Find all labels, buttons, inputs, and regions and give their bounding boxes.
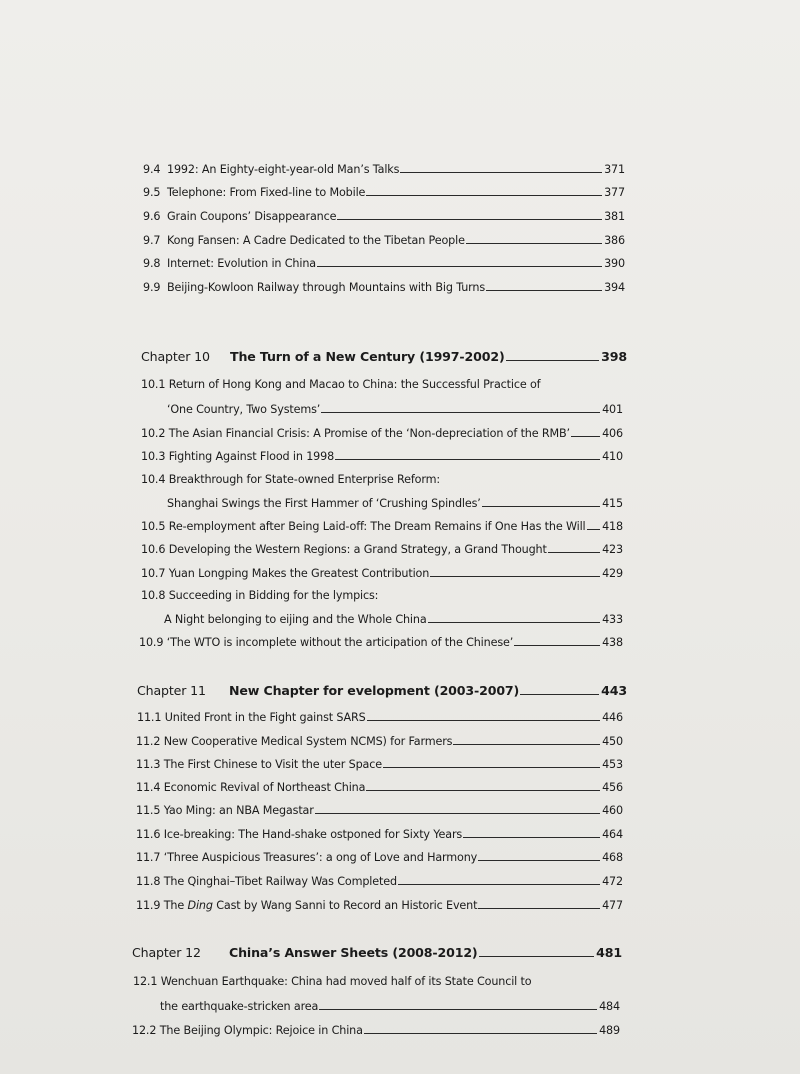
section-number: 9.4 (143, 163, 161, 176)
dot-leader (482, 505, 600, 507)
section-title: Telephone: From Fixed-line to Mobile (167, 186, 366, 199)
dot-leader (366, 789, 600, 791)
section-number: 9.5 (143, 186, 161, 199)
page-number: 450 (602, 735, 623, 748)
chapter-label: Chapter 12 (132, 945, 201, 960)
page-number: 398 (601, 349, 627, 364)
dot-leader (428, 621, 601, 623)
page-number: 423 (602, 543, 623, 556)
title-prefix: 11.9 The (136, 899, 188, 912)
dot-leader (453, 743, 600, 745)
toc-entry-11-1 (137, 711, 623, 724)
chapter-title: The Turn of a New Century (1997-2002) (230, 349, 505, 364)
section-title: 10.7 Yuan Longping Makes the Greatest Contribution (141, 567, 430, 580)
toc-entry-10-3 (141, 450, 623, 463)
dot-leader (587, 528, 601, 530)
section-title: A Night belonging to eijing and the Whole China (164, 613, 427, 626)
toc-entry-9-5 (143, 186, 625, 199)
section-title: 11.5 Yao Ming: an NBA Megastar (136, 804, 314, 817)
dot-leader (463, 836, 600, 838)
toc-entry-11-6 (136, 828, 623, 841)
dot-leader (548, 551, 600, 553)
dot-leader (317, 265, 602, 267)
section-title: ‘One Country, Two Systems’ (167, 403, 321, 416)
section-title: 11.6 Ice-breaking: The Hand-shake ostponed for Sixty Years (136, 828, 463, 841)
dot-leader (366, 194, 602, 196)
page-number: 406 (602, 427, 623, 440)
chapter-11-heading (137, 683, 627, 698)
dot-leader (398, 883, 600, 885)
toc-entry-11-8 (136, 875, 623, 888)
section-title: 11.4 Economic Revival of Northeast China (136, 781, 366, 794)
section-title (136, 899, 477, 912)
section-title: 10.3 Fighting Against Flood in 1998 (141, 450, 335, 463)
chapter-title: New Chapter for evelopment (2003-2007) (229, 683, 520, 698)
toc-entry-10-6 (141, 543, 623, 556)
dot-leader (319, 1008, 597, 1010)
dot-leader (466, 242, 602, 244)
page-number: 477 (602, 899, 623, 912)
page-number: 481 (596, 945, 622, 960)
dot-leader (520, 693, 599, 695)
toc-entry-9-9 (143, 281, 625, 294)
chapter-12-heading (132, 945, 622, 960)
toc-entry-10-1 (167, 403, 623, 416)
page-number: 464 (602, 828, 623, 841)
page-number: 438 (602, 636, 623, 649)
toc-entry-10-2 (141, 427, 623, 440)
toc-entry-10-9 (139, 636, 623, 649)
page-number: 390 (604, 257, 625, 270)
chapter-title: China’s Answer Sheets (2008-2012) (229, 945, 478, 960)
toc-entry-11-3 (136, 758, 623, 771)
chapter-label: Chapter 11 (137, 683, 206, 698)
dot-leader (506, 359, 600, 361)
dot-leader (571, 435, 600, 437)
dot-leader (486, 289, 602, 291)
toc-entry-11-9 (136, 899, 623, 912)
section-title: 12.2 The Beijing Olympic: Rejoice in China (132, 1024, 363, 1037)
dot-leader (335, 458, 600, 460)
page-number: 472 (602, 875, 623, 888)
toc-entry-9-6 (143, 210, 625, 223)
dot-leader (315, 812, 600, 814)
toc-entry-10-8-line1: 10.8 Succeeding in Bidding for the lympics: (141, 589, 379, 602)
page-number: 456 (602, 781, 623, 794)
toc-entry-10-4 (167, 497, 623, 510)
page-number: 401 (602, 403, 623, 416)
toc-entry-11-2 (136, 735, 623, 748)
page-number: 460 (602, 804, 623, 817)
dot-leader (478, 859, 600, 861)
page-number: 484 (599, 1000, 620, 1013)
page-number: 429 (602, 567, 623, 580)
toc-entry-10-4-line1: 10.4 Breakthrough for State-owned Enterprise Reform: (141, 473, 440, 486)
page-number: 443 (601, 683, 627, 698)
chapter-10-heading (141, 349, 627, 364)
section-title: 10.5 Re-employment after Being Laid-off: The Dream Remains if One Has the Will (141, 520, 586, 533)
dot-leader (478, 907, 600, 909)
section-title: 10.2 The Asian Financial Crisis: A Promise of the ‘Non-depreciation of the RMB’ (141, 427, 570, 440)
toc-entry-9-7 (143, 234, 625, 247)
dot-leader (430, 575, 600, 577)
dot-leader (321, 411, 600, 413)
toc-entry-9-4 (143, 163, 625, 176)
dot-leader (479, 955, 595, 957)
toc-entry-12-1 (160, 1000, 620, 1013)
section-title: Kong Fansen: A Cadre Dedicated to the Tibetan People (167, 234, 465, 247)
page-number: 489 (599, 1024, 620, 1037)
toc-entry-11-4 (136, 781, 623, 794)
page-number: 381 (604, 210, 625, 223)
section-title: Internet: Evolution in China (167, 257, 316, 270)
dot-leader (514, 644, 600, 646)
toc-entry-11-5 (136, 804, 623, 817)
dot-leader (337, 218, 602, 220)
section-title: 11.3 The First Chinese to Visit the uter Space (136, 758, 382, 771)
dot-leader (400, 171, 602, 173)
page-number: 371 (604, 163, 625, 176)
page-number: 410 (602, 450, 623, 463)
page-number: 433 (602, 613, 623, 626)
page-number: 418 (602, 520, 623, 533)
section-title: 11.8 The Qinghai–Tibet Railway Was Completed (136, 875, 397, 888)
page-number: 415 (602, 497, 623, 510)
dot-leader (383, 766, 600, 768)
toc-entry-10-1-line1: 10.1 Return of Hong Kong and Macao to China: the Successful Practice of (141, 378, 541, 391)
page-number: 377 (604, 186, 625, 199)
page-number: 453 (602, 758, 623, 771)
page-number: 386 (604, 234, 625, 247)
section-title: 1992: An Eighty-eight-year-old Man’s Talks (167, 163, 400, 176)
section-number: 9.6 (143, 210, 161, 223)
section-title: Grain Coupons’ Disappearance (167, 210, 337, 223)
toc-entry-10-5 (141, 520, 623, 533)
page-number: 446 (602, 711, 623, 724)
toc-entry-12-2 (132, 1024, 620, 1037)
toc-entry-10-7 (141, 567, 623, 580)
toc-entry-10-8 (164, 613, 623, 626)
section-title: 10.6 Developing the Western Regions: a Grand Strategy, a Grand Thought (141, 543, 547, 556)
section-number: 9.8 (143, 257, 161, 270)
section-title: the earthquake-stricken area (160, 1000, 319, 1013)
title-suffix: Cast by Wang Sanni to Record an Historic Event (212, 899, 478, 912)
dot-leader (367, 719, 600, 721)
chapter-label: Chapter 10 (141, 349, 210, 364)
section-title: Shanghai Swings the First Hammer of ‘Crushing Spindles’ (167, 497, 481, 510)
page-number: 468 (602, 851, 623, 864)
toc-entry-11-7 (136, 851, 623, 864)
title-italic-word: Ding (187, 899, 213, 912)
section-title: 10.9 ‘The WTO is incomplete without the articipation of the Chinese’ (139, 636, 514, 649)
section-number: 9.7 (143, 234, 161, 247)
section-title: Beijing-Kowloon Railway through Mountains with Big Turns (167, 281, 486, 294)
dot-leader (364, 1032, 597, 1034)
section-title: 11.1 United Front in the Fight gainst SARS (137, 711, 366, 724)
section-number: 9.9 (143, 281, 161, 294)
toc-entry-12-1-line1: 12.1 Wenchuan Earthquake: China had moved half of its State Council to (133, 975, 532, 988)
toc-entry-9-8 (143, 257, 625, 270)
section-title: 11.2 New Cooperative Medical System NCMS) for Farmers (136, 735, 453, 748)
page-number: 394 (604, 281, 625, 294)
section-title: 11.7 ‘Three Auspicious Treasures’: a ong of Love and Harmony (136, 851, 478, 864)
